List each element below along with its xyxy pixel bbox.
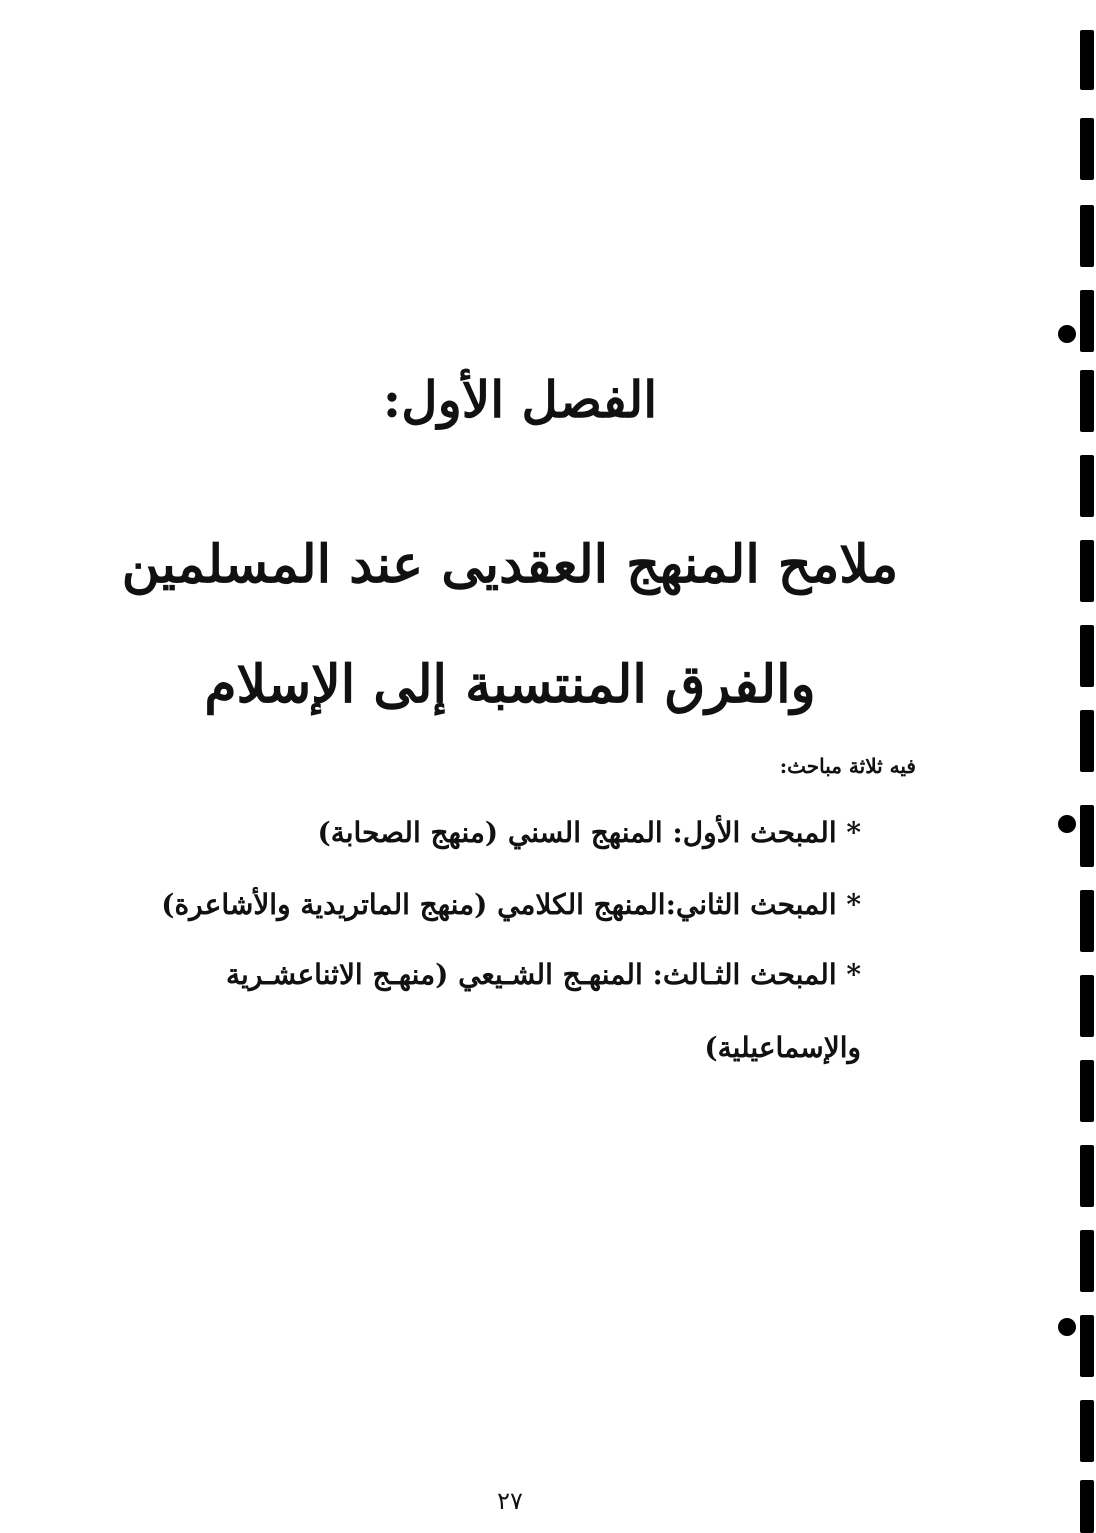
binding-bar (1080, 30, 1094, 90)
binding-bar (1080, 975, 1094, 1037)
section-item-2: * المبحث الثاني:المنهج الكلامي (منهج الماتريدية والأشاعرة) (161, 888, 861, 921)
chapter-title-line-2: والفرق المنتسبة إلى الإسلام (204, 654, 816, 715)
binding-bar (1080, 1400, 1094, 1462)
binding-bar (1080, 1480, 1094, 1533)
binding-bar (1080, 205, 1094, 267)
chapter-title-line-1: ملامح المنهج العقديى عند المسلمين (121, 534, 899, 595)
binding-bar (1080, 455, 1094, 517)
section-item-3-continuation: والإسماعيلية) (704, 1031, 861, 1064)
binding-bar (1080, 625, 1094, 687)
binding-bar (1080, 290, 1094, 352)
sections-intro: فيه ثلاثة مباحث: (779, 754, 916, 778)
binding-hole-dot (1058, 325, 1076, 343)
binding-bar (1080, 118, 1094, 180)
binding-bar (1080, 540, 1094, 602)
section-item-1: * المبحث الأول: المنهج السني (منهج الصحابة) (317, 816, 861, 849)
binding-bar (1080, 1060, 1094, 1122)
binding-hole-dot (1058, 815, 1076, 833)
binding-bar (1080, 710, 1094, 772)
binding-hole-dot (1058, 1318, 1076, 1336)
binding-strip (1055, 0, 1096, 1533)
binding-bar (1080, 890, 1094, 952)
section-item-3: * المبحث الثـالث: المنهـج الشـيعي (منهـج الاثناعشـرية (226, 958, 861, 991)
binding-bar (1080, 1145, 1094, 1207)
binding-bar (1080, 805, 1094, 867)
binding-bar (1080, 370, 1094, 432)
binding-bar (1080, 1230, 1094, 1292)
binding-bar (1080, 1315, 1094, 1377)
page-number: ٢٧ (497, 1487, 523, 1515)
chapter-label: الفصل الأول: (382, 370, 658, 429)
